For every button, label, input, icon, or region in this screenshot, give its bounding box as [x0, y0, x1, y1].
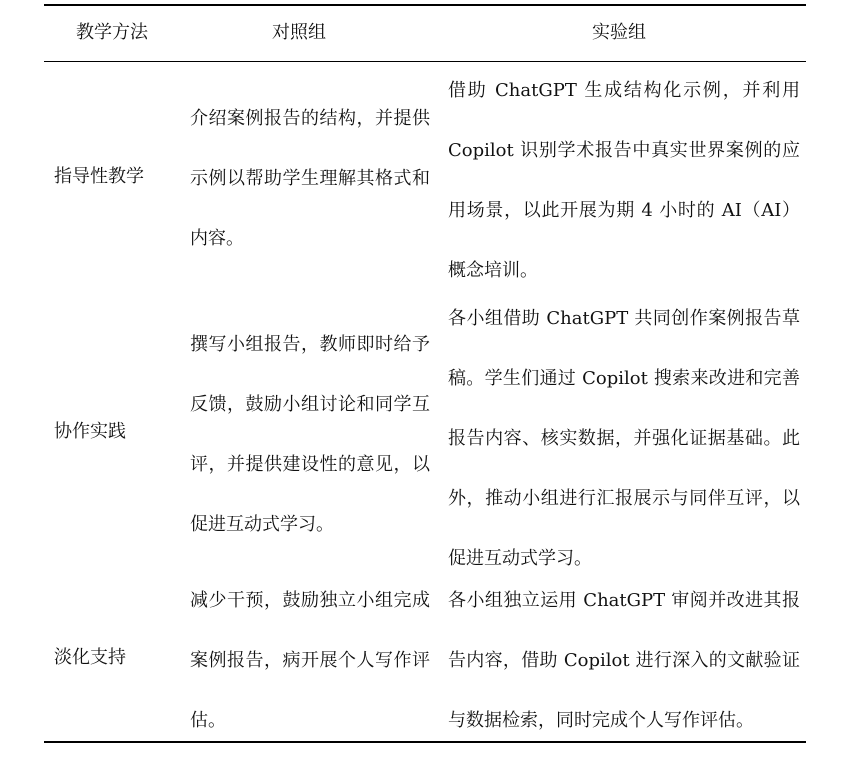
- experiment-cell-directive: 借助 ChatGPT 生成结构化示例，并利用 Copilot 识别学术报告中真实世界案例的应用场景，以此开展为期 4 小时的 AI（AI）概念培训。: [448, 80, 800, 281]
- control-cell-faded-support: 减少干预，鼓励独立小组完成案例报告，病开展个人写作评估。: [190, 590, 430, 731]
- experiment-cell-collaborative: 各小组借助 ChatGPT 共同创作案例报告草稿。学生们通过 Copilot 搜索来改进和完善报告内容、核实数据，并强化证据基础。此外，推动小组进行汇报展示与同伴互评，以促进互动式学习。: [448, 308, 800, 569]
- control-cell-collaborative: 撰写小组报告，教师即时给予反馈，鼓励小组讨论和同学互评，并提供建设性的意见，以促进互动式学习。: [190, 334, 430, 535]
- method-cell-directive: 指导性教学: [54, 166, 144, 187]
- header-experiment-group: 实验组: [592, 22, 646, 43]
- control-cell-directive: 介绍案例报告的结构，并提供示例以帮助学生理解其格式和内容。: [190, 108, 430, 249]
- header-teaching-method: 教学方法: [76, 22, 148, 43]
- header-control-group: 对照组: [272, 22, 326, 43]
- table-bottom-rule: [44, 741, 806, 743]
- table-top-rule: [44, 4, 806, 6]
- experiment-cell-faded-support: 各小组独立运用 ChatGPT 审阅并改进其报告内容，借助 Copilot 进行深入的文献验证与数据检索，同时完成个人写作评估。: [448, 590, 800, 731]
- method-cell-collaborative: 协作实践: [54, 421, 126, 442]
- method-cell-faded-support: 淡化支持: [54, 647, 126, 668]
